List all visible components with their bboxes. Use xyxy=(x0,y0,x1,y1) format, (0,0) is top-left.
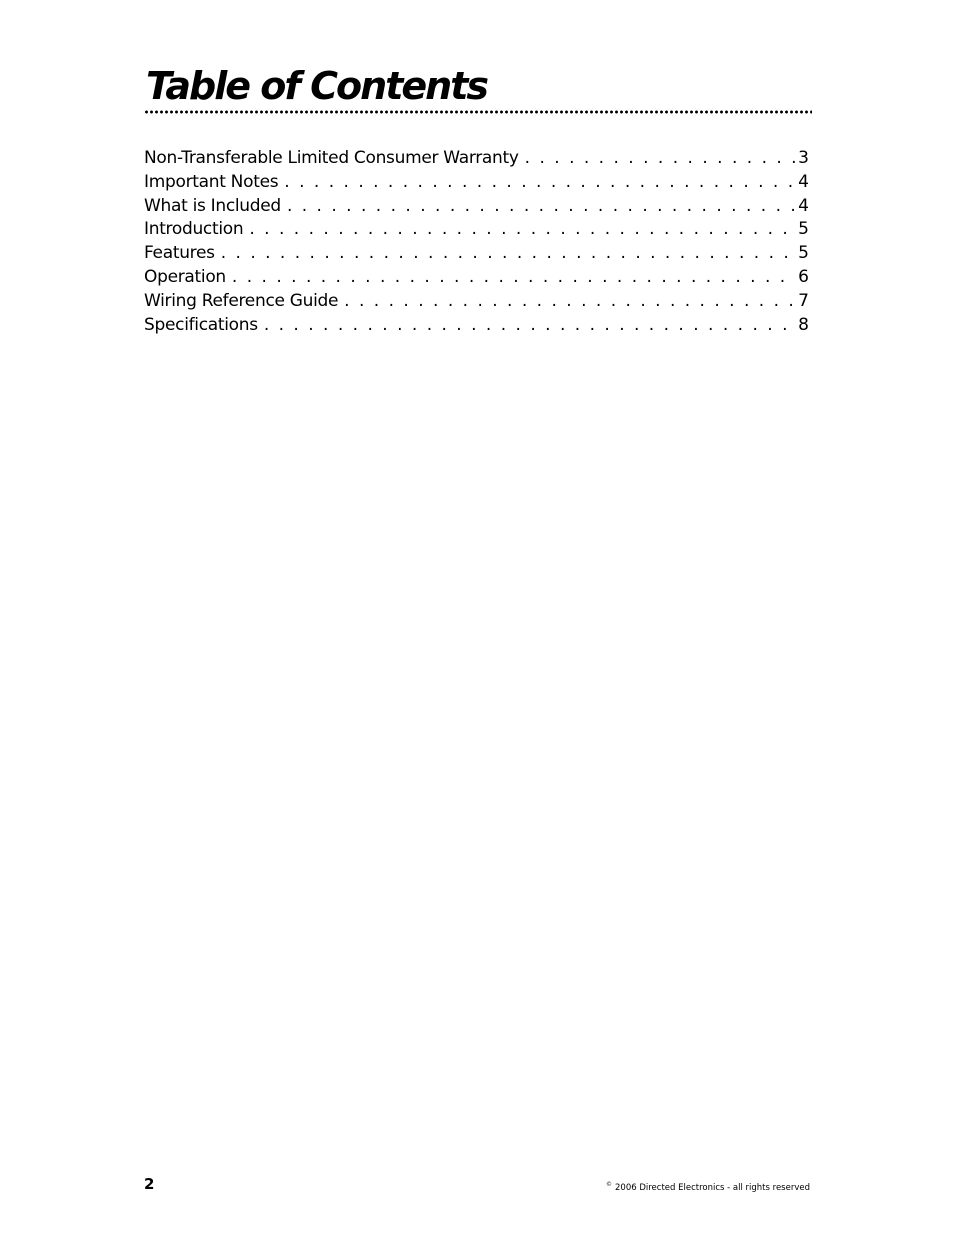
copyright-text: 2006 Directed Electronics - all rights reserved xyxy=(615,1182,810,1193)
toc-entry-operation[interactable] xyxy=(144,266,809,290)
toc-dot-leader xyxy=(232,266,795,290)
toc-entry-page: 5 xyxy=(798,243,809,264)
toc-entry-wiring-reference-guide[interactable] xyxy=(144,290,809,314)
toc-entry-features[interactable] xyxy=(144,242,809,266)
toc-entry-page: 4 xyxy=(798,171,809,192)
toc-dot-leader xyxy=(344,290,795,314)
toc-entry-page: 4 xyxy=(798,195,809,216)
page-title: Table of Contents xyxy=(146,64,487,108)
table-of-contents xyxy=(144,147,809,337)
toc-entry-page: 6 xyxy=(798,266,809,287)
toc-entry-label: Operation xyxy=(144,266,226,287)
toc-dot-leader xyxy=(249,218,795,242)
toc-dot-leader xyxy=(525,147,796,171)
toc-entry-label: Introduction xyxy=(144,219,244,240)
toc-entry-introduction[interactable] xyxy=(144,218,809,242)
toc-dot-leader xyxy=(221,242,795,266)
toc-entry-specifications[interactable] xyxy=(144,314,809,338)
page-number: 2 xyxy=(144,1175,155,1193)
toc-dot-leader xyxy=(287,195,795,219)
dotted-divider xyxy=(144,110,812,114)
toc-dot-leader xyxy=(264,314,795,338)
toc-entry-page: 5 xyxy=(798,219,809,240)
toc-entry-label: Specifications xyxy=(144,314,258,335)
toc-dot-leader xyxy=(284,171,795,195)
toc-entry-label: What is Included xyxy=(144,195,281,216)
toc-entry-label: Features xyxy=(144,243,215,264)
toc-entry-label: Non-Transferable Limited Consumer Warranty xyxy=(144,148,519,168)
toc-entry-label: Wiring Reference Guide xyxy=(144,290,339,311)
toc-entry-page: 3 xyxy=(798,148,809,168)
toc-entry-what-is-included[interactable] xyxy=(144,195,809,219)
copyright-notice xyxy=(606,1179,810,1194)
toc-entry-page: 7 xyxy=(798,290,809,311)
toc-entry-important-notes[interactable] xyxy=(144,171,809,195)
toc-entry-page: 8 xyxy=(798,314,809,335)
toc-entry-label: Important Notes xyxy=(144,171,279,192)
copyright-symbol: © xyxy=(606,1181,612,1188)
toc-entry-warranty[interactable] xyxy=(144,147,809,171)
